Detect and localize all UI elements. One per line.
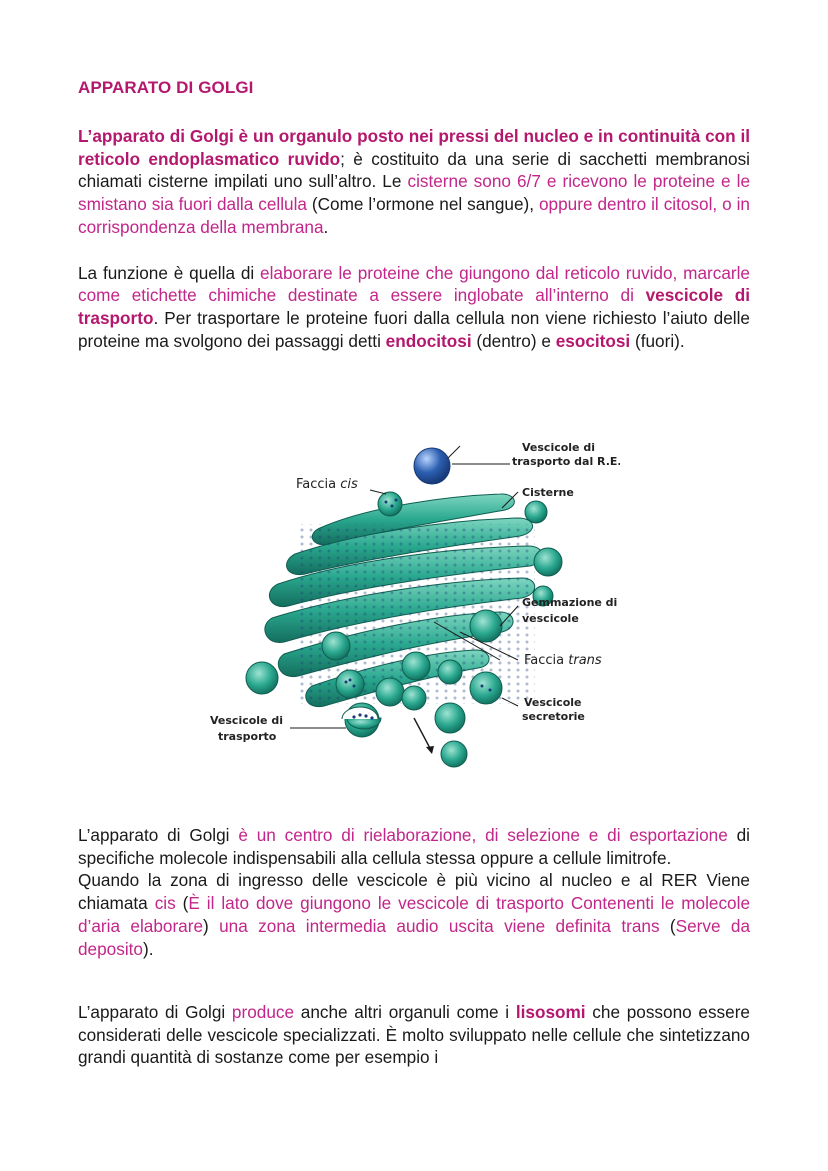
highlight-citosol: oppure dentro il citosol, o in corrispondenza della membrana bbox=[78, 194, 750, 237]
text-span: ). bbox=[142, 938, 154, 959]
text-span: ; è costituito da una serie di sacchetti membranosi chiamati cisterne impilati uno sull’altro. Le bbox=[78, 148, 750, 192]
highlight-trans: una zona intermedia audio uscita viene definita trans bbox=[219, 915, 660, 936]
vesicle bbox=[402, 686, 426, 710]
paragraph-centro bbox=[78, 824, 750, 960]
exit-arrow-head bbox=[426, 746, 434, 754]
highlight-centro: è un centro di rielaborazione, di selezione e di esportazione bbox=[238, 825, 728, 845]
vesicle-transport bbox=[322, 632, 350, 660]
text-span: (dentro) e bbox=[471, 330, 556, 351]
vesicle bbox=[525, 501, 547, 523]
golgi-illustration bbox=[200, 436, 620, 776]
paragraph-funzione bbox=[78, 262, 750, 353]
term-cis: cis bbox=[154, 893, 176, 914]
text-span: . Per trasportare le proteine fuori dalla cellula non viene richiesto l’aiuto delle proteine ma svolgono dei passaggi detti bbox=[78, 307, 750, 351]
vesicle bbox=[438, 660, 462, 684]
label-trasporto: Vescicole di trasporto bbox=[210, 714, 283, 743]
vesicle bbox=[402, 652, 430, 680]
label-cisterne: Cisterne bbox=[522, 486, 574, 499]
vesicle bbox=[534, 548, 562, 576]
text-span: ( bbox=[659, 915, 676, 936]
vesicle bbox=[336, 670, 364, 698]
vesicle bbox=[378, 492, 402, 516]
text-span: (fuori). bbox=[630, 330, 685, 351]
paragraph-definition bbox=[78, 125, 750, 239]
label-secretorie: Vescicole secretorie bbox=[522, 696, 585, 723]
text-span: ) bbox=[203, 915, 220, 936]
label-gemmazione: Gemmazione di vescicole bbox=[522, 596, 618, 625]
term-vescicole-trasporto: vescicole di trasporto bbox=[78, 285, 750, 328]
vesicle bbox=[246, 662, 278, 694]
vesicle-secretory bbox=[441, 741, 467, 767]
label-faccia-trans: Faccia trans bbox=[524, 653, 602, 668]
label-faccia-cis: Faccia cis bbox=[296, 477, 358, 492]
highlight-cisterne: cisterne sono 6/7 e ricevono le proteine e le smistano sia fuori dalla cellula bbox=[78, 171, 751, 215]
page-title: APPARATO DI GOLGI bbox=[78, 78, 254, 97]
term-esocitosi: esocitosi bbox=[555, 330, 631, 351]
highlight-elaborare: elaborare le proteine che giungono dal reticolo ruvido, marcarle come etichette chimiche destinate a essere inglobate all’interno di bbox=[78, 262, 750, 306]
vesicle-secretory bbox=[470, 672, 502, 704]
vesicle-transport-re bbox=[414, 448, 450, 484]
highlight-cis-desc: È il lato dove giungono le vescicole di trasporto Contenenti le molecole d’aria elaborare bbox=[78, 893, 750, 936]
text-span: anche altri organuli come i bbox=[294, 1002, 516, 1022]
text-span: ( bbox=[175, 893, 189, 914]
highlight-definition: L’apparato di Golgi è un organulo posto nei pressi del nucleo e in continuità con il reticolo endoplasmatico ruvido bbox=[78, 126, 750, 169]
label-vescicole-re: Vescicole di trasporto dal R.E. bbox=[512, 441, 620, 468]
highlight-produce: produce bbox=[231, 1002, 295, 1022]
vesicle bbox=[376, 678, 404, 706]
vesicle bbox=[470, 610, 502, 642]
golgi-diagram bbox=[200, 436, 620, 776]
term-endocitosi: endocitosi bbox=[385, 330, 472, 351]
text-span: L’apparato di Golgi bbox=[78, 1002, 232, 1022]
text-span: di specifiche molecole indispensabili alla cellula stessa oppure a cellule limitrofe. bbox=[78, 825, 750, 868]
highlight-deposito: Serve da deposito bbox=[78, 915, 751, 959]
text-span: . bbox=[323, 216, 329, 237]
text-span: che possono essere considerati delle vescicole specializzati. È molto sviluppato nelle cellule che sintetizzano grandi quantità di sostanze come per esempio i bbox=[78, 1002, 750, 1068]
paragraph-lisosomi bbox=[78, 1001, 750, 1069]
text-span: La funzione è quella di bbox=[78, 262, 261, 283]
text-span: (Come l’ormone nel sangue), bbox=[306, 194, 539, 215]
cisternae-stack bbox=[265, 494, 543, 707]
vesicle-secretory bbox=[435, 703, 465, 733]
term-lisosomi: lisosomi bbox=[515, 1002, 586, 1022]
document-page bbox=[78, 78, 750, 352]
text-span: Quando la zona di ingresso delle vescicole è più vicino al nucleo e al RER Viene chiamata bbox=[78, 870, 750, 914]
text-span: L’apparato di Golgi bbox=[78, 825, 239, 845]
